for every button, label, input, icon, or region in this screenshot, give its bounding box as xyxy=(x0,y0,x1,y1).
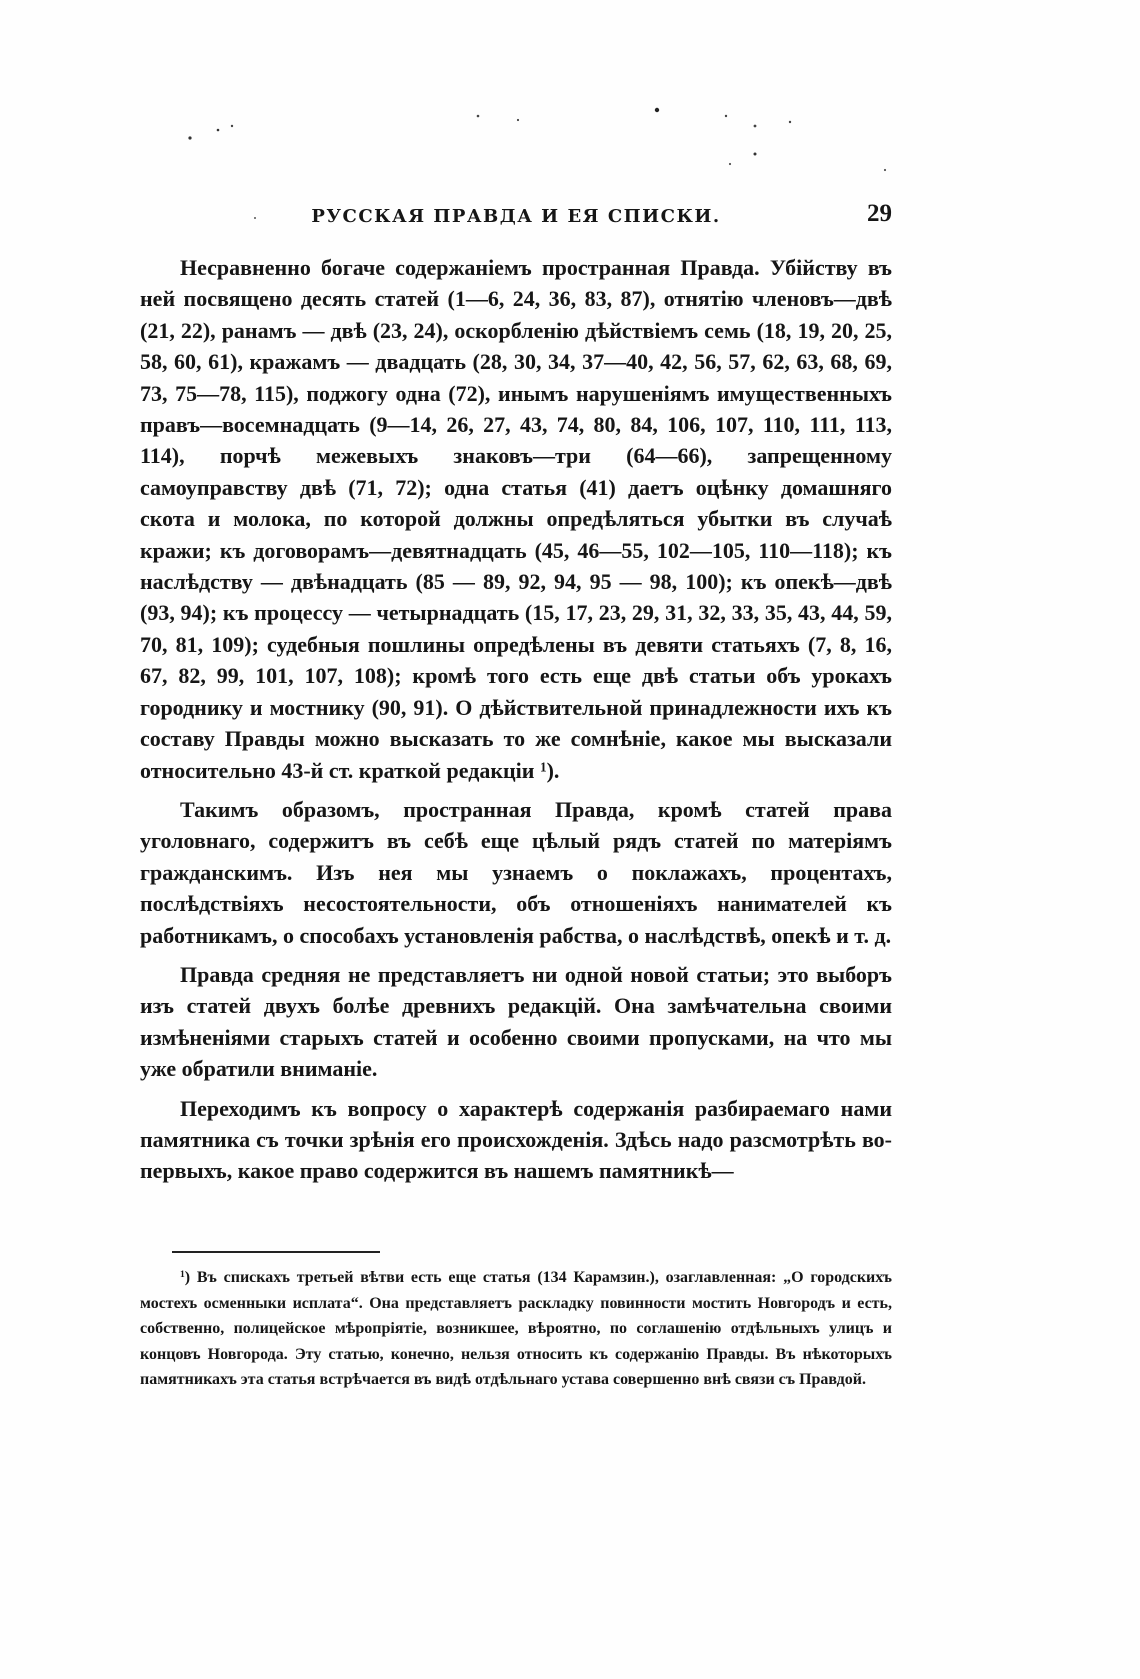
running-title: РУССКАЯ ПРАВДА И ЕЯ СПИСКИ. xyxy=(311,206,721,227)
page-header xyxy=(140,196,892,236)
paragraph: Переходимъ къ вопросу о характерѣ содержанiя разбираемаго нами памятника съ точки зрѣнiя его происхожденiя. Здѣсь надо разсмотрѣть во-первыхъ, какое право содержится въ нашемъ памятникѣ— xyxy=(140,1095,892,1184)
paragraph xyxy=(140,252,892,786)
main-text xyxy=(140,252,892,1195)
page-number: 29 xyxy=(867,200,892,227)
footnote xyxy=(140,1265,892,1393)
footnote-text: ) Въ спискахъ третьей вѣтви есть еще статья (134 Карамзин.), озаглавленная: „О городскихъ мостехъ осменныки исплата“. Она представляетъ раскладку повинности мостить Новгородъ и есть, собственно, полицейское мѣропрiятiе, возникшее, вѣроятно, по соглашенiю отдѣльныхъ улицъ и концовъ Новгорода. Эту статью, конечно, нельзя относить къ содержанiю Правды. Въ нѣкоторыхъ памятникахъ эта статья встрѣчается въ видѣ отдѣльнаго устава совершенно внѣ связи съ Правдой. xyxy=(140,1269,892,1389)
paragraph-tail: ). xyxy=(546,757,560,783)
footnote-divider xyxy=(172,1251,380,1253)
paragraph: Правда средняя не представляетъ ни одной новой статьи; это выборъ изъ статей двухъ болѣе древнихъ редакцiй. Она замѣчательна своими измѣненiями старыхъ статей и особенно своими пропусками, на что мы уже обратили вниманiе. xyxy=(140,961,892,1082)
footnote-paragraph xyxy=(140,1265,892,1393)
footnote-reference: 1 xyxy=(539,758,547,774)
paragraph: Такимъ образомъ, пространная Правда, кромѣ статей права уголовнаго, содержитъ въ себѣ еще цѣлый рядъ статей по матерiямъ гражданскимъ. Изъ нея мы узнаемъ о поклажахъ, процентахъ, послѣдствiяхъ несостоятельности, объ отношенiяхъ нанимателей къ работникамъ, о способахъ установленiя рабства, о наслѣдствѣ, опекѣ и т. д. xyxy=(140,796,892,948)
paragraph-text: Несравненно богаче содержанiемъ пространная Правда. Убiйству въ ней посвящено десять статей (1—6, 24, 36, 83, 87), отнятiю членовъ—двѣ (21, 22), ранамъ — двѣ (23, 24), оскорбленiю дѣйствiемъ семь (18, 19, 20, 25, 58, 60, 61), кражамъ — двадцать (28, 30, 34, 37—40, 42, 56, 57, 62, 63, 68, 69, 73, 75—78, 115), поджогу одна (72), инымъ нарушенiямъ имущественныхъ правъ—восемнадцать (9—14, 26, 27, 43, 74, 80, 84, 106, 107, 110, 111, 113, 114), порчѣ межевыхъ знаковъ—три (64—66), запрещенному самоуправству двѣ (71, 72); одна статья (41) даетъ оцѣнку домашняго скота и молока, по которой должны опредѣляться убытки въ случаѣ кражи; къ договорамъ—девятнадцать (45, 46—55, 102—105, 110—118); къ наслѣдству — двѣнадцать (85 — 89, 92, 94, 95 — 98, 100); къ опекѣ—двѣ (93, 94); къ процессу — четырнадцать (15, 17, 23, 29, 31, 32, 33, 35, 43, 44, 59, 70, 81, 109); судебныя пошлины опредѣлены въ девяти статьяхъ (7, 8, 16, 67, 82, 99, 101, 107, 108); кромѣ того есть еще двѣ статьи объ урокахъ городнику и мостнику (90, 91). О дѣйствительной принадлежности ихъ къ составу Правды можно высказать то же сомнѣнiе, какое мы высказали относительно 43-й ст. краткой редакцiи xyxy=(140,255,892,783)
scan-specks xyxy=(0,0,1140,220)
footnote-marker: 1 xyxy=(180,1269,185,1281)
